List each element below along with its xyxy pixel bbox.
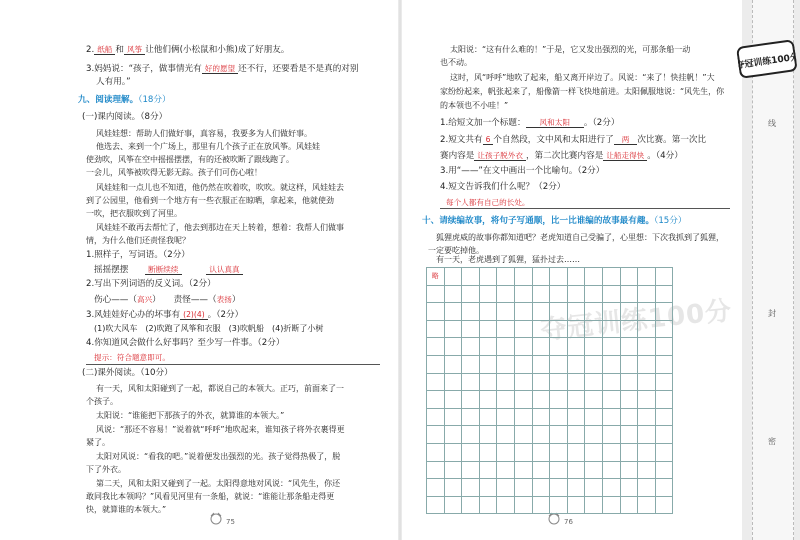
grid-cell[interactable] [514, 285, 532, 303]
grid-cell[interactable] [585, 461, 603, 479]
grid-cell[interactable] [585, 443, 603, 461]
grid-cell[interactable] [427, 443, 445, 461]
grid-cell[interactable] [497, 479, 515, 497]
grid-cell[interactable] [444, 373, 462, 391]
grid-cell[interactable] [602, 461, 620, 479]
grid-cell[interactable] [567, 443, 585, 461]
grid-cell[interactable] [427, 461, 445, 479]
story-line: 有一天，老虎遇到了狐狸，猛扑过去…… [436, 255, 580, 264]
grid-cell[interactable] [567, 355, 585, 373]
grid-cell[interactable] [620, 285, 638, 303]
grid-cell[interactable] [427, 320, 445, 338]
grid-cell[interactable] [532, 461, 550, 479]
grid-cell[interactable] [638, 461, 656, 479]
grid-cell[interactable] [655, 303, 673, 321]
grid-cell[interactable] [462, 426, 480, 444]
grid-cell[interactable] [585, 303, 603, 321]
answer-blank: 两 [614, 135, 638, 145]
passage-line: 风娃娃不敢再去帮忙了，他去到那边在天上转着，想着：我帮人们做事 [96, 223, 344, 232]
grid-cell[interactable] [620, 443, 638, 461]
grid-cell[interactable] [462, 268, 480, 286]
section-9-title: 九、阅读理解。（18分） [78, 95, 171, 105]
grid-cell[interactable] [532, 285, 550, 303]
grid-cell[interactable] [550, 426, 568, 444]
grid-cell[interactable] [514, 496, 532, 514]
grid-cell[interactable] [427, 479, 445, 497]
grid-cell[interactable] [479, 355, 497, 373]
grid-cell[interactable] [497, 373, 515, 391]
grid-cell[interactable] [532, 355, 550, 373]
grid-cell[interactable] [462, 338, 480, 356]
grid-cell[interactable] [462, 373, 480, 391]
grid-cell[interactable] [655, 443, 673, 461]
grid-cell[interactable] [444, 303, 462, 321]
grid-cell[interactable] [479, 461, 497, 479]
grid-cell[interactable] [602, 496, 620, 514]
grid-cell[interactable] [532, 373, 550, 391]
grid-cell[interactable] [514, 355, 532, 373]
grid-cell[interactable] [497, 496, 515, 514]
grid-cell[interactable] [638, 303, 656, 321]
grid-cell[interactable] [585, 479, 603, 497]
grid-cell[interactable] [620, 391, 638, 409]
grid-cell[interactable] [620, 355, 638, 373]
passage-line: 这时，风“呼呼”地吹了起来，船又离开岸边了。风说：“来了！快挂帆！”大 [450, 73, 715, 82]
grid-cell[interactable] [638, 355, 656, 373]
grid-cell[interactable] [532, 338, 550, 356]
watermark: 夺冠训练100分 [539, 296, 734, 346]
answer-blank: (2)(4) [180, 310, 208, 320]
passage-line: 太阳说：“谁能把下那孩子的外衣，就算谁的本领大。” [96, 411, 285, 420]
grid-cell[interactable] [567, 285, 585, 303]
grid-cell[interactable] [427, 355, 445, 373]
grid-cell[interactable] [602, 479, 620, 497]
passage-line: 敢同我比本领吗？”风看见河里有一条船，就说：“谁能让那条船走得更 [86, 492, 335, 501]
grid-cell[interactable] [550, 408, 568, 426]
grid-cell[interactable] [479, 320, 497, 338]
grid-cell[interactable] [497, 461, 515, 479]
grid-cell[interactable] [567, 391, 585, 409]
story-line: 狐狸虎威的故事你都知道吧？老虎知道自己受骗了，心里想：下次我抓到了狐狸， [436, 233, 724, 242]
grid-cell[interactable] [585, 320, 603, 338]
r-q4-answer: 每个人都有自己的长处。 [446, 198, 530, 207]
grid-cell[interactable] [602, 355, 620, 373]
grid-cell[interactable] [567, 426, 585, 444]
grid-cell[interactable] [462, 461, 480, 479]
grid-cell[interactable] [514, 461, 532, 479]
grid-cell[interactable] [427, 303, 445, 321]
grid-cell[interactable] [479, 285, 497, 303]
grid-cell[interactable] [427, 338, 445, 356]
grid-cell[interactable] [514, 320, 532, 338]
grid-cell[interactable] [462, 391, 480, 409]
grid-cell[interactable] [479, 391, 497, 409]
grid-cell[interactable] [462, 443, 480, 461]
grid-cell[interactable] [655, 268, 673, 286]
r-q4: 4.短文告诉我们什么呢？（2分） [440, 182, 566, 192]
grid-cell[interactable] [602, 443, 620, 461]
grid-cell[interactable] [567, 338, 585, 356]
grid-cell[interactable] [602, 408, 620, 426]
grid-cell[interactable] [497, 408, 515, 426]
grid-cell[interactable] [532, 443, 550, 461]
grid-cell[interactable] [532, 479, 550, 497]
part-a-title: (一)课内阅读。（8分） [82, 112, 168, 122]
grid-cell[interactable] [444, 268, 462, 286]
logo-text: 夺冠训练100分 [735, 52, 799, 72]
grid-cell[interactable] [567, 373, 585, 391]
grid-cell[interactable] [427, 408, 445, 426]
grid-cell[interactable] [479, 408, 497, 426]
grid-cell[interactable] [462, 285, 480, 303]
grid-cell[interactable] [550, 373, 568, 391]
grid-cell[interactable] [479, 496, 497, 514]
binding-label-seal: 封 [768, 309, 776, 318]
grid-cell[interactable] [620, 320, 638, 338]
part-b-title: (二)课外阅读。（10分） [82, 368, 173, 378]
passage-line: 快，就算谁的本领大。” [86, 505, 167, 514]
passage-line: 风娃娃和一点儿也不知道，他仍然在吹着吹，吹吹。就这样，风娃娃去 [96, 183, 344, 192]
answer-blank: 风和太阳 [526, 118, 584, 128]
grid-cell[interactable] [602, 268, 620, 286]
grid-cell[interactable] [497, 338, 515, 356]
grid-cell[interactable] [479, 303, 497, 321]
grid-cell[interactable] [514, 443, 532, 461]
grid-cell[interactable] [550, 355, 568, 373]
passage-line: 下了外衣。 [86, 465, 126, 474]
grid-cell[interactable] [514, 408, 532, 426]
grid-cell[interactable] [497, 285, 515, 303]
grid-cell[interactable] [655, 426, 673, 444]
grid-cell[interactable] [497, 268, 515, 286]
grid-cell[interactable] [444, 408, 462, 426]
passage-line: 情，为什么他们还责怪我呢？ [86, 236, 190, 245]
grid-cell[interactable] [567, 268, 585, 286]
mascot-icon [208, 512, 224, 526]
q4-hint: 提示：符合题意即可。 [94, 353, 170, 362]
grid-cell[interactable] [602, 373, 620, 391]
passage-line: 他选去、来到一个广场上，那里有几个孩子正在放风筝。风娃娃 [96, 142, 320, 151]
r-q3: 3.用“——”在文中画出一个比喻句。（2分） [440, 166, 605, 176]
grid-cell[interactable] [567, 479, 585, 497]
answer-blank: 让船走得快 [603, 151, 647, 161]
grid-cell[interactable] [602, 426, 620, 444]
grid-cell[interactable] [638, 408, 656, 426]
grid-cell[interactable] [655, 373, 673, 391]
grid-cell[interactable] [620, 373, 638, 391]
answer-blank: 6 [483, 135, 494, 145]
grid-cell[interactable] [620, 496, 638, 514]
passage-line: 太阳说：“这有什么难的！”于是，它又发出强烈的光，可那条船一动 [450, 45, 691, 54]
grid-cell[interactable] [497, 443, 515, 461]
grid-cell[interactable] [462, 320, 480, 338]
grid-cell[interactable] [655, 461, 673, 479]
page-number: 75 [226, 518, 235, 526]
grid-cell[interactable] [655, 391, 673, 409]
grid-cell[interactable] [655, 285, 673, 303]
grid-cell[interactable] [655, 355, 673, 373]
grid-cell[interactable] [550, 303, 568, 321]
grid-cell[interactable] [479, 268, 497, 286]
grid-cell[interactable] [444, 391, 462, 409]
grid-cell[interactable] [514, 426, 532, 444]
grid-cell[interactable] [479, 338, 497, 356]
grid-cell[interactable] [550, 461, 568, 479]
q4-prompt: 4.你知道风会做什么好事吗？至少写一件事。（2分） [86, 338, 285, 348]
passage-line: 太阳对风说：“看我的吧。”说着便发出强烈的光。孩子觉得热极了，脱 [96, 452, 341, 461]
grid-cell[interactable] [444, 461, 462, 479]
grid-cell[interactable] [550, 268, 568, 286]
grid-cell[interactable] [567, 408, 585, 426]
brand-logo [735, 34, 799, 86]
answer-line [440, 208, 730, 209]
grid-cell[interactable] [638, 496, 656, 514]
grid-cell[interactable] [620, 426, 638, 444]
answer-blank: 让孩子脱外衣 [474, 151, 526, 161]
grid-cell[interactable] [620, 338, 638, 356]
grid-mark[interactable]: 略 [427, 268, 445, 286]
answer-blank: 断断续续 [145, 265, 181, 275]
grid-cell[interactable] [602, 391, 620, 409]
grid-cell[interactable] [532, 496, 550, 514]
grid-cell[interactable] [638, 443, 656, 461]
grid-cell[interactable] [655, 320, 673, 338]
grid-cell[interactable] [462, 408, 480, 426]
grid-cell[interactable] [479, 479, 497, 497]
grid-cell[interactable] [497, 391, 515, 409]
grid-cell[interactable] [655, 338, 673, 356]
grid-cell[interactable] [514, 338, 532, 356]
grid-cell[interactable] [567, 303, 585, 321]
grid-cell[interactable] [514, 391, 532, 409]
grid-cell[interactable] [638, 268, 656, 286]
grid-cell[interactable] [655, 496, 673, 514]
writing-grid[interactable] [426, 267, 673, 514]
grid-cell[interactable] [444, 320, 462, 338]
passage-line: 风说：“那还不容易！”说着就“呼呼”地吹起来，谁知孩子将外衣裹得更 [96, 425, 345, 434]
q2-prompt: 2.写出下列词语的反义词。（2分） [86, 279, 216, 289]
page-number: 76 [564, 518, 573, 526]
passage-line: 个孩子。 [86, 397, 118, 406]
grid-cell[interactable] [602, 338, 620, 356]
grid-cell[interactable] [497, 303, 515, 321]
grid-cell[interactable] [567, 461, 585, 479]
left-q3-line2: 人有用。” [96, 77, 131, 87]
grid-cell[interactable] [585, 373, 603, 391]
grid-cell[interactable] [585, 391, 603, 409]
r-q1: 1.给短文加一个标题： 风和太阳 。（2分） [440, 118, 620, 128]
grid-cell[interactable] [585, 426, 603, 444]
answer-line [86, 364, 380, 365]
grid-cell[interactable] [444, 443, 462, 461]
grid-cell[interactable] [585, 408, 603, 426]
left-q2: 2. 纸船 和 风筝 让他们俩(小松鼠和小熊)成了好朋友。 [86, 45, 290, 55]
grid-cell[interactable] [427, 373, 445, 391]
grid-cell[interactable] [444, 426, 462, 444]
grid-cell[interactable] [532, 408, 550, 426]
answer-blank: 风筝 [124, 45, 145, 55]
grid-cell[interactable] [567, 320, 585, 338]
grid-cell[interactable] [532, 426, 550, 444]
grid-cell[interactable] [638, 373, 656, 391]
passage-line: 第二天，风和太阳又碰到了一起。太阳得意地对风说：“风先生，你还 [96, 479, 341, 488]
left-q3: 3.妈妈说：“孩子，做事情光有 好的愿望 还不行，还要看是不是真的对别 [86, 64, 359, 74]
grid-cell[interactable] [427, 426, 445, 444]
passage-line: 有一天，风和太阳碰到了一起，都说自己的本领大。正巧，前面来了一 [96, 384, 344, 393]
grid-cell[interactable] [532, 391, 550, 409]
grid-cell[interactable] [638, 320, 656, 338]
r-q2-line2: 赛内容是 让孩子脱外衣 ，第二次比赛内容是 让船走得快 。（4分） [440, 151, 683, 161]
binding-label-secret: 密 [768, 437, 776, 446]
passage-line: 也不动。 [440, 58, 472, 67]
grid-cell[interactable] [444, 496, 462, 514]
grid-cell[interactable] [532, 268, 550, 286]
section-10-title: 十、请续编故事，将句子写通顺，比一比谁编的故事最有趣。（15分） [422, 216, 687, 226]
grid-cell[interactable] [479, 373, 497, 391]
grid-cell[interactable] [444, 355, 462, 373]
grid-cell[interactable] [638, 479, 656, 497]
passage-line: 一会儿，风筝被吹得无影无踪。孩子们可伤心啦！ [86, 168, 262, 177]
passage-line: 风娃娃想：帮助人们做好事，真容易，我要多为人们做好事。 [96, 129, 312, 138]
grid-cell[interactable] [462, 496, 480, 514]
grid-cell[interactable] [620, 303, 638, 321]
grid-cell[interactable] [427, 285, 445, 303]
grid-cell[interactable] [620, 408, 638, 426]
grid-cell[interactable] [585, 338, 603, 356]
story-line: 一定要吃掉他。 [428, 246, 484, 255]
grid-cell[interactable] [497, 355, 515, 373]
answer-blank: 纸船 [94, 45, 115, 55]
grid-cell[interactable] [638, 426, 656, 444]
grid-cell[interactable] [550, 391, 568, 409]
grid-cell[interactable] [462, 355, 480, 373]
grid-cell[interactable] [427, 391, 445, 409]
passage-line: 的本领也不小哇！” [440, 101, 509, 110]
grid-cell[interactable] [462, 479, 480, 497]
answer-blank: 认认真真 [206, 265, 242, 275]
grid-cell[interactable] [638, 338, 656, 356]
grid-cell[interactable] [532, 303, 550, 321]
q3-options: (1)吹大风车 (2)吹跑了风筝和衣服 (3)吹帆船 (4)折断了小树 [94, 324, 324, 333]
q3-prompt: 3.风娃娃好心办的坏事有 (2)(4) 。（2分） [86, 310, 244, 320]
q2-answers: 伤心——（高兴） 责怪——（表扬） [94, 295, 241, 305]
grid-cell[interactable] [655, 408, 673, 426]
grid-cell[interactable] [550, 320, 568, 338]
grid-cell[interactable] [444, 285, 462, 303]
passage-line: 到了公园里，他看到一个地方有一些衣服正在晾晒，拿起来，他就使劲 [86, 196, 334, 205]
passage-line: 使劲吹，风筝在空中摇摇摆摆，有的还被吹断了跟线跑了。 [86, 155, 294, 164]
grid-cell[interactable] [620, 479, 638, 497]
q1-prompt: 1.照样子，写词语。（2分） [86, 250, 190, 260]
grid-cell[interactable] [585, 496, 603, 514]
grid-cell[interactable] [585, 268, 603, 286]
answer-blank: 好的愿望 [202, 64, 238, 74]
grid-cell[interactable] [497, 320, 515, 338]
grid-cell[interactable] [550, 285, 568, 303]
grid-cell[interactable] [550, 338, 568, 356]
r-q2-line1: 2.短文共有 6 个自然段，文中风和太阳进行了 两 次比赛。第一次比 [440, 135, 707, 145]
grid-cell[interactable] [462, 303, 480, 321]
grid-cell[interactable] [620, 268, 638, 286]
passage-line: 紧了。 [86, 438, 110, 447]
grid-cell[interactable] [585, 355, 603, 373]
grid-cell[interactable] [479, 443, 497, 461]
grid-cell[interactable] [620, 461, 638, 479]
grid-cell[interactable] [550, 443, 568, 461]
grid-cell[interactable] [585, 285, 603, 303]
grid-cell[interactable] [514, 268, 532, 286]
grid-cell[interactable] [602, 320, 620, 338]
grid-cell[interactable] [638, 285, 656, 303]
grid-cell[interactable] [514, 373, 532, 391]
passage-line: 一吹，把衣服吹到了河里。 [86, 209, 182, 218]
grid-cell[interactable] [602, 285, 620, 303]
grid-cell[interactable] [532, 320, 550, 338]
grid-cell[interactable] [427, 496, 445, 514]
grid-cell[interactable] [638, 391, 656, 409]
grid-cell[interactable] [444, 479, 462, 497]
grid-cell[interactable] [479, 426, 497, 444]
grid-cell[interactable] [602, 303, 620, 321]
grid-cell[interactable] [655, 479, 673, 497]
grid-cell[interactable] [550, 496, 568, 514]
grid-cell[interactable] [567, 496, 585, 514]
grid-cell[interactable] [550, 479, 568, 497]
passage-line: 家纷纷起来，帆张起来了，船像箭一样飞快地前进。太阳佩服地说：“风先生，你 [440, 87, 725, 96]
q1-answers: 摇摇摆摆 断断续续 认认真真 [94, 264, 243, 276]
grid-cell[interactable] [497, 426, 515, 444]
binding-label-line: 线 [768, 119, 776, 128]
grid-cell[interactable] [514, 303, 532, 321]
grid-cell[interactable] [444, 338, 462, 356]
grid-cell[interactable] [514, 479, 532, 497]
